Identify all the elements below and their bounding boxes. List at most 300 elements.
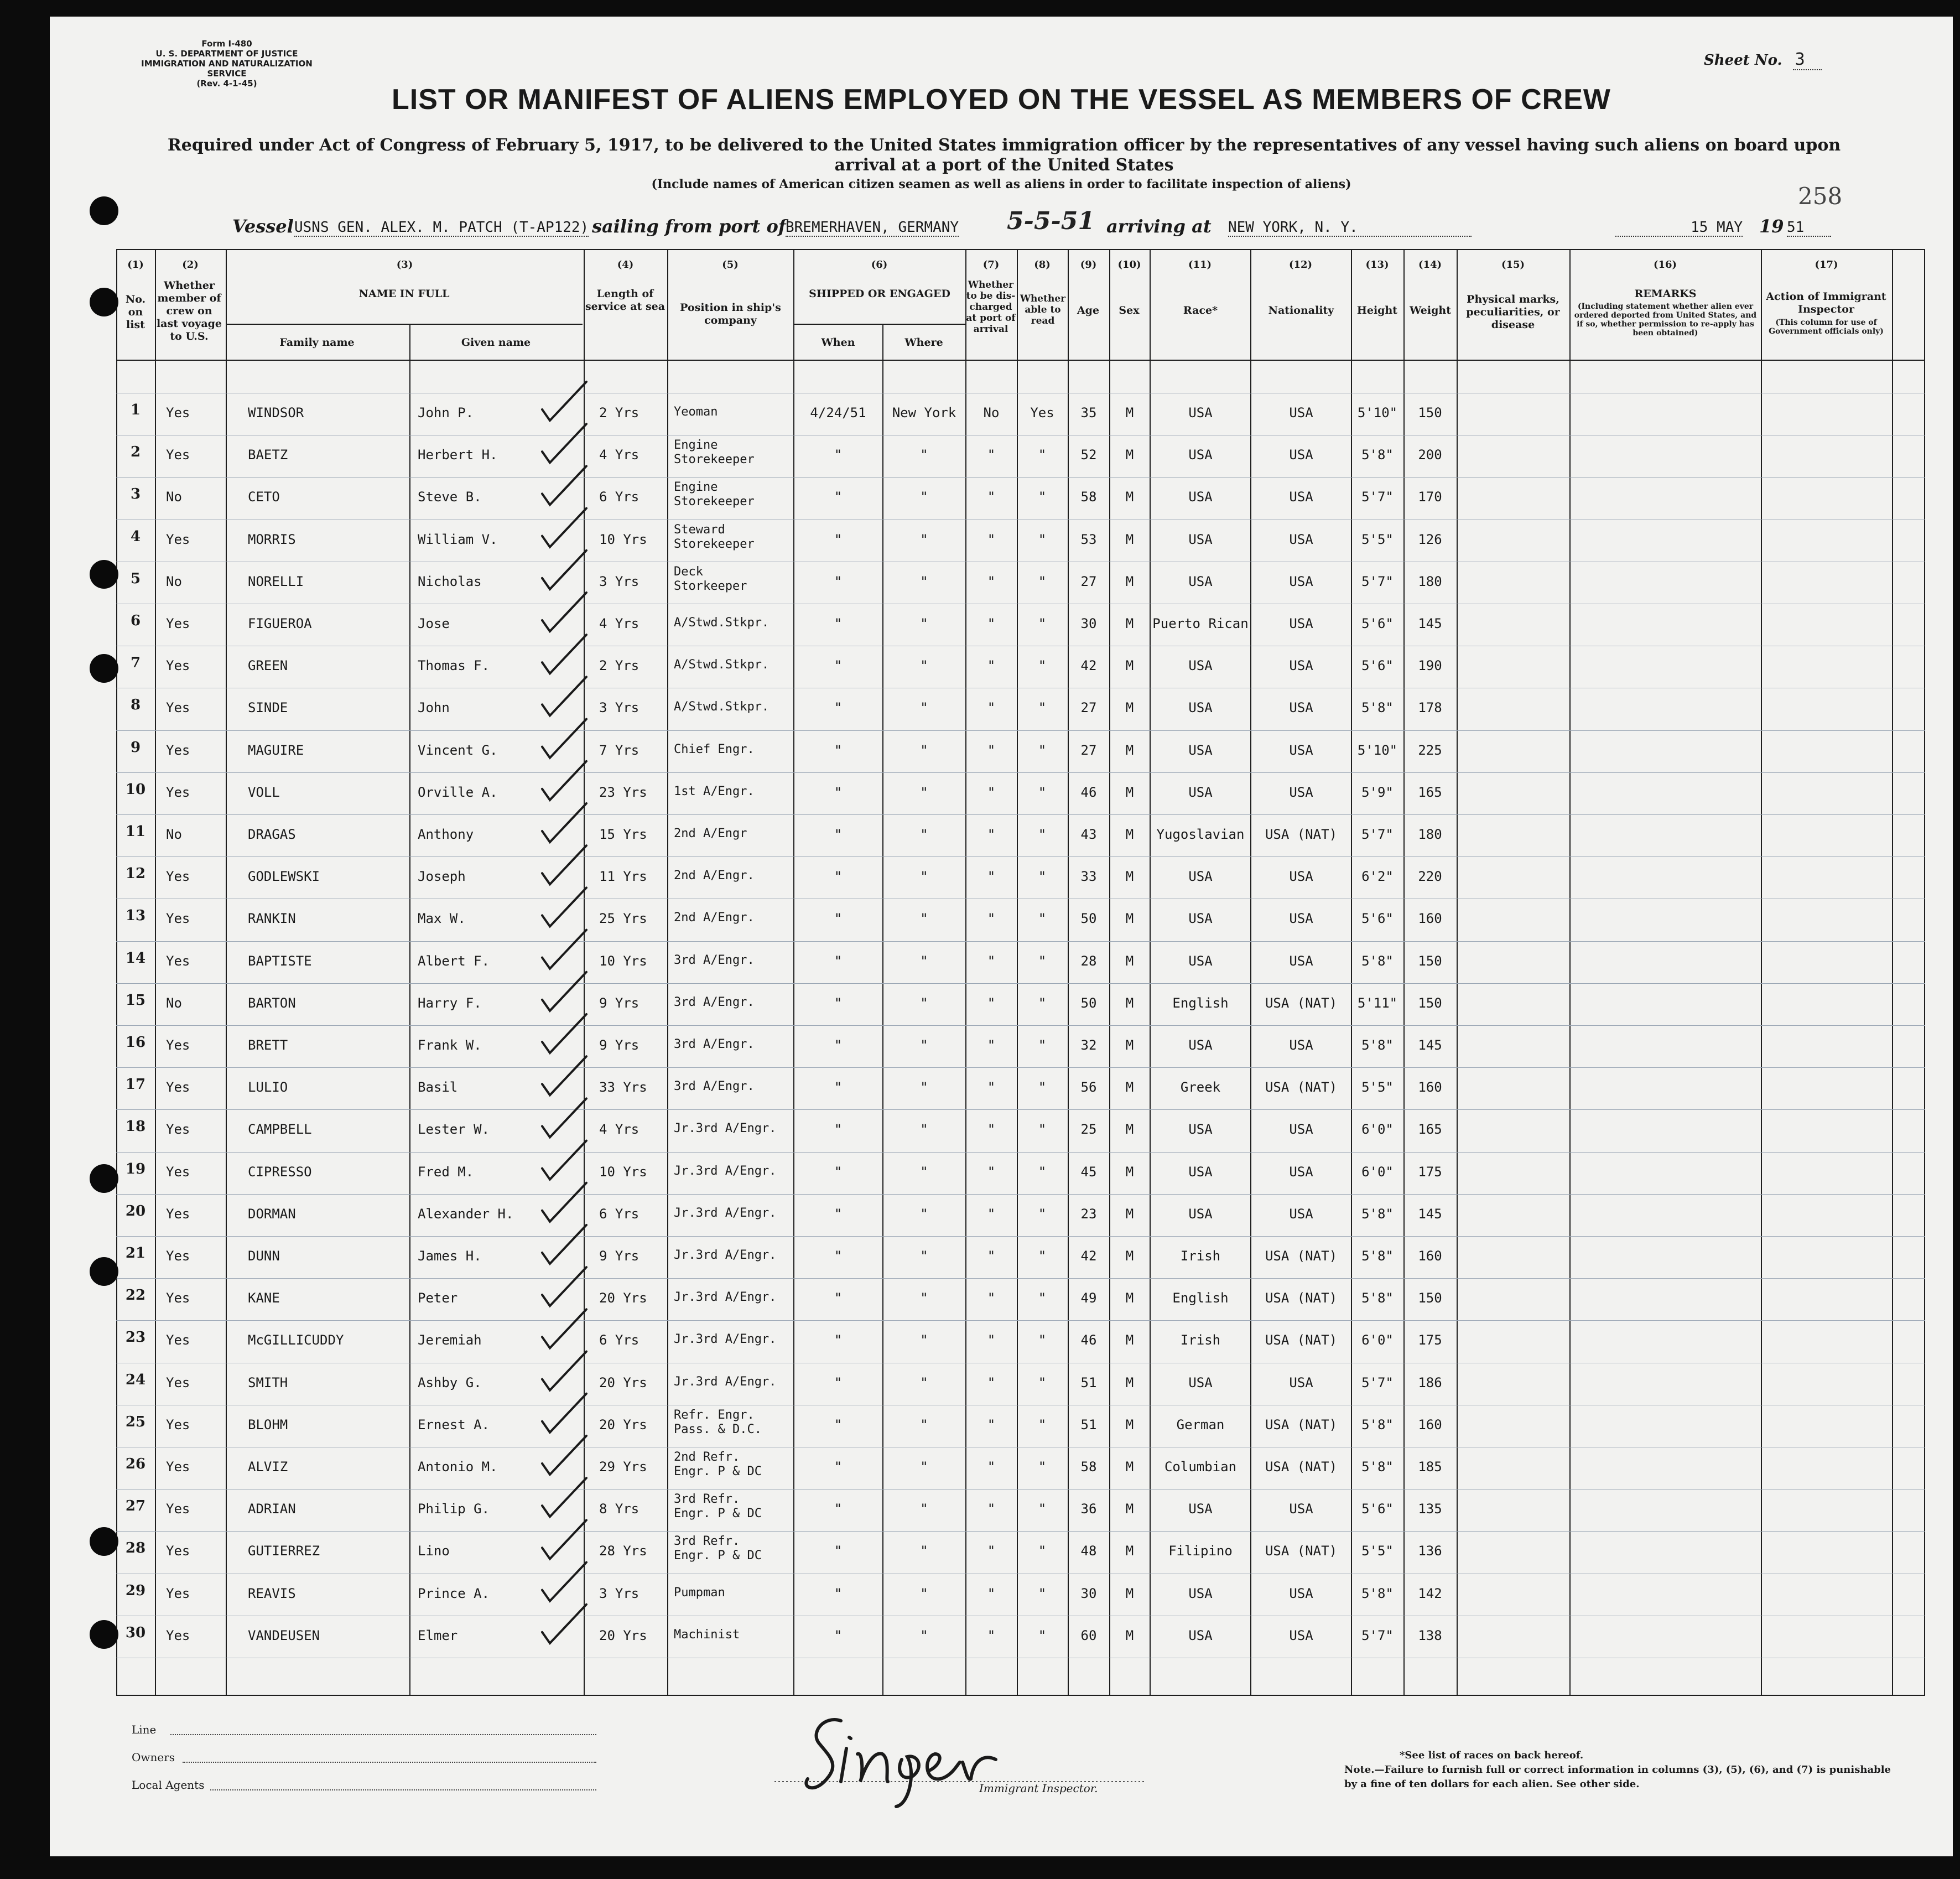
family-name-cell: McGILLICUDDY [248, 1332, 344, 1348]
shipped-where-cell: " [920, 1459, 928, 1475]
nationality-cell: USA [1289, 1164, 1313, 1180]
check-mark [542, 1478, 586, 1517]
length-of-service-cell: 4 Yrs [599, 1122, 640, 1138]
race-cell: USA [1188, 953, 1213, 969]
family-name-cell: MAGUIRE [248, 742, 304, 758]
column-number: (10) [1117, 259, 1141, 271]
row-number: 13 [125, 907, 146, 925]
page-stamp: 258 [1798, 183, 1843, 210]
check-mark [542, 635, 586, 673]
shipped-when-cell: " [834, 573, 843, 589]
able-to-read-cell: " [1038, 1037, 1047, 1053]
shipped-where-cell: " [920, 1374, 928, 1390]
age-cell: 50 [1080, 995, 1097, 1011]
header-no-on-list: No. on list [125, 293, 146, 331]
row-number: 20 [125, 1202, 146, 1219]
row-number: 22 [125, 1287, 146, 1304]
header-given-name: Given name [461, 336, 531, 349]
race-cell: USA [1188, 869, 1213, 885]
given-name-cell: Thomas F. [418, 658, 490, 674]
nationality-cell: USA [1289, 911, 1313, 927]
length-of-service-cell: 10 Yrs [599, 1164, 647, 1180]
shipped-when-cell: " [834, 1122, 843, 1138]
length-of-service-cell: 7 Yrs [599, 742, 640, 758]
check-mark [542, 424, 586, 463]
able-to-read-cell: " [1038, 1206, 1047, 1222]
sex-cell: M [1125, 1079, 1134, 1096]
sheet-number [1704, 50, 1822, 69]
able-to-read-cell: " [1038, 911, 1047, 927]
footer-agents-label: Local Agents [132, 1778, 205, 1792]
row-number: 12 [125, 865, 146, 883]
shipped-when-cell: " [834, 1374, 843, 1390]
weight-cell: 180 [1418, 573, 1442, 589]
shipped-when-cell: " [834, 869, 843, 885]
shipped-where-cell: " [920, 1332, 928, 1348]
discharged-cell: " [987, 1164, 996, 1180]
sex-cell: M [1125, 1501, 1134, 1517]
nationality-cell: USA [1289, 1122, 1313, 1138]
punch-hole [90, 560, 118, 589]
able-to-read-cell: " [1038, 616, 1047, 631]
able-to-read-cell: " [1038, 1374, 1047, 1390]
shipped-where-cell: " [920, 869, 928, 885]
nationality-cell: USA [1289, 742, 1313, 758]
able-to-read-cell: " [1038, 995, 1047, 1011]
shipped-where-cell: " [920, 1164, 928, 1180]
given-name-cell: Prince A. [418, 1585, 490, 1601]
family-name-cell: CIPRESSO [248, 1164, 312, 1180]
shipped-where-cell: " [920, 616, 928, 631]
inspector-label: Immigrant Inspector. [979, 1782, 1098, 1795]
crew-last-voyage-cell: Yes [166, 1164, 190, 1180]
able-to-read-cell: " [1038, 1627, 1047, 1643]
sex-cell: M [1125, 827, 1134, 842]
nationality-cell: USA [1289, 447, 1313, 463]
age-cell: 27 [1080, 573, 1097, 589]
height-cell: 5'8" [1361, 1416, 1394, 1432]
able-to-read-cell: Yes [1030, 405, 1054, 421]
check-mark [542, 1183, 586, 1222]
sex-cell: M [1125, 911, 1134, 927]
age-cell: 27 [1080, 742, 1097, 758]
weight-cell: 126 [1418, 531, 1442, 547]
age-cell: 28 [1080, 953, 1097, 969]
family-name-cell: WINDSOR [248, 405, 304, 421]
row-number: 5 [130, 570, 141, 587]
race-cell: USA [1188, 1164, 1213, 1180]
race-cell: Puerto Rican [1152, 616, 1249, 631]
given-name-cell: Frank W. [418, 1037, 482, 1053]
family-name-cell: BARTON [248, 995, 296, 1011]
sex-cell: M [1125, 869, 1134, 885]
crew-last-voyage-cell: Yes [166, 784, 190, 800]
given-name-cell: Herbert H. [418, 447, 498, 463]
length-of-service-cell: 6 Yrs [599, 489, 640, 505]
length-of-service-cell: 29 Yrs [599, 1459, 647, 1475]
header-length-service: Length of service at sea [585, 288, 666, 313]
given-name-cell: Lester W. [418, 1122, 490, 1138]
service: IMMIGRATION AND NATURALIZATION SERVICE [141, 59, 313, 79]
position-cell: 3rd A/Engr. [674, 953, 755, 967]
position-cell: Engine Storekeeper [674, 438, 755, 467]
race-cell: USA [1188, 911, 1213, 927]
sex-cell: M [1125, 784, 1134, 800]
length-of-service-cell: 9 Yrs [599, 1248, 640, 1264]
discharged-cell: " [987, 827, 996, 842]
row-number: 11 [125, 823, 146, 840]
race-cell: USA [1188, 405, 1213, 421]
year-suffix: 51 [1787, 219, 1831, 237]
sex-cell: M [1125, 658, 1134, 674]
height-cell: 5'7" [1361, 1374, 1394, 1390]
given-name-cell: Joseph [418, 869, 466, 885]
given-name-cell: William V. [418, 531, 498, 547]
given-name-cell: Max W. [418, 911, 466, 927]
revision: (Rev. 4-1-45) [196, 79, 257, 89]
height-cell: 5'8" [1361, 1459, 1394, 1475]
shipped-when-cell: " [834, 447, 843, 463]
race-cell: English [1172, 1290, 1229, 1306]
weight-cell: 165 [1418, 784, 1442, 800]
race-cell: USA [1188, 1627, 1213, 1643]
age-cell: 51 [1080, 1416, 1097, 1432]
sailing-label: sailing from port of [592, 216, 786, 237]
column-number: (8) [1034, 259, 1051, 271]
able-to-read-cell: " [1038, 700, 1047, 716]
length-of-service-cell: 33 Yrs [599, 1079, 647, 1096]
race-cell: USA [1188, 489, 1213, 505]
able-to-read-cell: " [1038, 953, 1047, 969]
age-cell: 49 [1080, 1290, 1097, 1306]
given-name-cell: Fred M. [418, 1164, 474, 1180]
race-cell: USA [1188, 573, 1213, 589]
crew-last-voyage-cell: Yes [166, 616, 190, 631]
race-cell: Columbian [1164, 1459, 1237, 1475]
shipped-where-cell: " [920, 447, 928, 463]
row-number: 18 [125, 1118, 146, 1135]
weight-cell: 220 [1418, 869, 1442, 885]
discharged-cell: " [987, 911, 996, 927]
length-of-service-cell: 3 Yrs [599, 573, 640, 589]
position-cell: Jr.3rd A/Engr. [674, 1206, 777, 1220]
shipped-where-cell: " [920, 1079, 928, 1096]
able-to-read-cell: " [1038, 447, 1047, 463]
weight-cell: 145 [1418, 616, 1442, 631]
able-to-read-cell: " [1038, 869, 1047, 885]
header-weight: Weight [1410, 304, 1451, 316]
weight-cell: 135 [1418, 1501, 1442, 1517]
weight-cell: 225 [1418, 742, 1442, 758]
shipped-when-cell: " [834, 784, 843, 800]
family-name-cell: CAMPBELL [248, 1122, 312, 1138]
check-mark [542, 1436, 586, 1475]
given-name-cell: James H. [418, 1248, 482, 1264]
position-cell: Pumpman [674, 1585, 725, 1600]
header-able-read: Whether able to read [1020, 293, 1066, 326]
shipped-where-cell: " [920, 700, 928, 716]
check-mark [542, 1098, 586, 1137]
height-cell: 5'6" [1361, 911, 1394, 927]
height-cell: 5'8" [1361, 1290, 1394, 1306]
shipped-when-cell: " [834, 953, 843, 969]
able-to-read-cell: " [1038, 489, 1047, 505]
crew-last-voyage-cell: Yes [166, 1206, 190, 1222]
family-name-cell: SINDE [248, 700, 288, 716]
given-name-cell: John P. [418, 405, 474, 421]
nationality-cell: USA [1289, 489, 1313, 505]
check-mark [542, 1563, 586, 1601]
weight-cell: 190 [1418, 658, 1442, 674]
family-name-cell: MORRIS [248, 531, 296, 547]
family-name-cell: FIGUEROA [248, 616, 312, 631]
weight-cell: 160 [1418, 1416, 1442, 1432]
height-cell: 5'9" [1361, 784, 1394, 800]
shipped-where-cell: " [920, 827, 928, 842]
crew-last-voyage-cell: Yes [166, 700, 190, 716]
position-cell: 2nd Refr. Engr. P & DC [674, 1450, 762, 1478]
footer-line-field [170, 1733, 596, 1735]
able-to-read-cell: " [1038, 1416, 1047, 1432]
crew-last-voyage-cell: No [166, 573, 182, 589]
length-of-service-cell: 20 Yrs [599, 1416, 647, 1432]
height-cell: 5'7" [1361, 573, 1394, 589]
family-name-cell: ALVIZ [248, 1459, 288, 1475]
crew-last-voyage-cell: Yes [166, 1290, 190, 1306]
given-name-cell: Harry F. [418, 995, 482, 1011]
column-number: (15) [1501, 259, 1525, 271]
shipped-when-cell: " [834, 1206, 843, 1222]
row-number: 10 [125, 781, 146, 798]
discharged-cell: " [987, 573, 996, 589]
length-of-service-cell: 25 Yrs [599, 911, 647, 927]
weight-cell: 145 [1418, 1037, 1442, 1053]
position-cell: Engine Storekeeper [674, 480, 755, 509]
note-label: Note. [1344, 1764, 1375, 1776]
shipped-where-cell: " [920, 1627, 928, 1643]
discharged-cell: " [987, 1459, 996, 1475]
race-cell: USA [1188, 658, 1213, 674]
check-mark [542, 1014, 586, 1053]
shipped-when-cell: " [834, 1416, 843, 1432]
nationality-cell: USA [1289, 1206, 1313, 1222]
position-cell: 3rd Refr. Engr. P & DC [674, 1492, 762, 1521]
discharged-cell: " [987, 447, 996, 463]
shipped-when-cell: " [834, 1459, 843, 1475]
check-mark [542, 593, 586, 631]
crew-last-voyage-cell: Yes [166, 1627, 190, 1643]
age-cell: 30 [1080, 616, 1097, 631]
sheet-value: 3 [1793, 50, 1822, 70]
header-race: Race* [1183, 304, 1218, 316]
shipped-when-cell: " [834, 1585, 843, 1601]
length-of-service-cell: 6 Yrs [599, 1332, 640, 1348]
discharged-cell: " [987, 1122, 996, 1138]
shipped-where-cell: " [920, 489, 928, 505]
crew-last-voyage-cell: Yes [166, 911, 190, 927]
sex-cell: M [1125, 1206, 1134, 1222]
header-age: Age [1077, 304, 1100, 316]
check-mark [542, 1520, 586, 1559]
shipped-where-cell: " [920, 1037, 928, 1053]
race-cell: Yugoslavian [1156, 827, 1245, 842]
family-name-cell: BRETT [248, 1037, 288, 1053]
race-cell: German [1176, 1416, 1225, 1432]
check-mark [542, 1352, 586, 1390]
discharged-cell: " [987, 742, 996, 758]
crew-last-voyage-cell: Yes [166, 447, 190, 463]
row-number: 30 [125, 1624, 146, 1641]
family-name-cell: BLOHM [248, 1416, 288, 1432]
row-number: 1 [130, 402, 141, 418]
row-number: 8 [130, 697, 141, 714]
header-remarks: REMARKS [1634, 288, 1697, 300]
year-prefix: 19 [1759, 216, 1784, 237]
race-cell: USA [1188, 1206, 1213, 1222]
shipped-when-cell: " [834, 1164, 843, 1180]
department: U. S. DEPARTMENT OF JUSTICE [155, 49, 298, 59]
crew-last-voyage-cell: Yes [166, 1248, 190, 1264]
check-mark [542, 803, 586, 842]
shipped-when-cell: " [834, 827, 843, 842]
sex-cell: M [1125, 405, 1134, 421]
age-cell: 58 [1080, 489, 1097, 505]
shipped-when-cell: " [834, 531, 843, 547]
position-cell: Jr.3rd A/Engr. [674, 1332, 777, 1347]
row-number: 17 [125, 1076, 146, 1093]
column-number: (6) [871, 259, 888, 271]
length-of-service-cell: 3 Yrs [599, 700, 640, 716]
nationality-cell: USA (NAT) [1265, 1079, 1338, 1096]
age-cell: 46 [1080, 784, 1097, 800]
row-number: 26 [125, 1456, 146, 1472]
nationality-cell: USA [1289, 1037, 1313, 1053]
sex-cell: M [1125, 700, 1134, 716]
weight-cell: 175 [1418, 1332, 1442, 1348]
age-cell: 35 [1080, 405, 1097, 421]
age-cell: 52 [1080, 447, 1097, 463]
form-identifier [122, 39, 332, 89]
race-cell: USA [1188, 1374, 1213, 1390]
height-cell: 5'5" [1361, 1079, 1394, 1096]
nationality-cell: USA [1289, 573, 1313, 589]
sex-cell: M [1125, 1122, 1134, 1138]
weight-cell: 160 [1418, 911, 1442, 927]
check-mark [542, 1141, 586, 1180]
races-note: *See list of races on back hereof. [1400, 1750, 1584, 1761]
length-of-service-cell: 4 Yrs [599, 447, 640, 463]
row-number: 9 [130, 739, 141, 756]
given-name-cell: Anthony [418, 827, 474, 842]
row-number: 21 [125, 1245, 146, 1262]
sex-cell: M [1125, 1459, 1134, 1475]
age-cell: 48 [1080, 1543, 1097, 1559]
sex-cell: M [1125, 1037, 1134, 1053]
crew-last-voyage-cell: Yes [166, 1416, 190, 1432]
nationality-cell: USA [1289, 700, 1313, 716]
position-cell: 3rd A/Engr. [674, 995, 755, 1009]
punch-hole [90, 196, 118, 225]
position-cell: 2nd A/Engr [674, 827, 747, 840]
column-number: (11) [1188, 259, 1212, 271]
nationality-cell: USA [1289, 658, 1313, 674]
weight-cell: 160 [1418, 1079, 1442, 1096]
check-mark [542, 382, 586, 421]
height-cell: 5'5" [1361, 1543, 1394, 1559]
shipped-when-cell: " [834, 1037, 843, 1053]
shipped-where-cell: " [920, 1290, 928, 1306]
row-number: 7 [130, 655, 141, 672]
able-to-read-cell: " [1038, 742, 1047, 758]
nationality-cell: USA (NAT) [1265, 1416, 1338, 1432]
nationality-cell: USA [1289, 616, 1313, 631]
check-mark [542, 719, 586, 758]
length-of-service-cell: 8 Yrs [599, 1501, 640, 1517]
race-cell: Filipino [1168, 1543, 1233, 1559]
column-number: (4) [617, 259, 634, 271]
discharged-cell: " [987, 869, 996, 885]
able-to-read-cell: " [1038, 658, 1047, 674]
punch-hole [90, 1257, 118, 1286]
shipped-when-cell: " [834, 1543, 843, 1559]
race-cell: USA [1188, 1122, 1213, 1138]
nationality-cell: USA [1289, 1501, 1313, 1517]
sex-cell: M [1125, 1248, 1134, 1264]
footer-line-label: Line [132, 1723, 157, 1736]
shipped-where-cell: " [920, 658, 928, 674]
weight-cell: 138 [1418, 1627, 1442, 1643]
departure-port: BREMERHAVEN, GERMANY [786, 219, 959, 236]
row-number: 4 [130, 528, 141, 545]
crew-last-voyage-cell: Yes [166, 1037, 190, 1053]
length-of-service-cell: 15 Yrs [599, 827, 647, 842]
position-cell: Chief Engr. [674, 742, 755, 756]
sex-cell: M [1125, 953, 1134, 969]
shipped-when-cell: 4/24/51 [810, 405, 866, 421]
header-when: When [821, 336, 855, 349]
weight-cell: 150 [1418, 1290, 1442, 1306]
height-cell: 6'0" [1361, 1332, 1394, 1348]
weight-cell: 160 [1418, 1248, 1442, 1264]
race-cell: Irish [1180, 1248, 1221, 1264]
sex-cell: M [1125, 1585, 1134, 1601]
column-number: (14) [1418, 259, 1442, 271]
sex-cell: M [1125, 742, 1134, 758]
given-name-cell: Steve B. [418, 489, 482, 505]
nationality-cell: USA [1289, 531, 1313, 547]
shipped-where-cell: " [920, 573, 928, 589]
header-action-note: (This column for use of Government officials only) [1769, 318, 1884, 336]
weight-cell: 150 [1418, 995, 1442, 1011]
length-of-service-cell: 3 Yrs [599, 1585, 640, 1601]
height-cell: 5'5" [1361, 531, 1394, 547]
nationality-cell: USA [1289, 784, 1313, 800]
column-number: (13) [1365, 259, 1389, 271]
height-cell: 5'8" [1361, 1206, 1394, 1222]
height-cell: 5'8" [1361, 700, 1394, 716]
discharged-cell: " [987, 953, 996, 969]
position-cell: Machinist [674, 1627, 740, 1642]
nationality-cell: USA (NAT) [1265, 1248, 1338, 1264]
row-number: 14 [125, 949, 146, 967]
height-cell: 5'6" [1361, 658, 1394, 674]
row-number: 2 [130, 444, 141, 461]
able-to-read-cell: " [1038, 1459, 1047, 1475]
arriving-label: arriving at [1106, 216, 1212, 237]
sex-cell: M [1125, 616, 1134, 631]
shipped-when-cell: " [834, 1627, 843, 1643]
shipped-where-cell: " [920, 531, 928, 547]
